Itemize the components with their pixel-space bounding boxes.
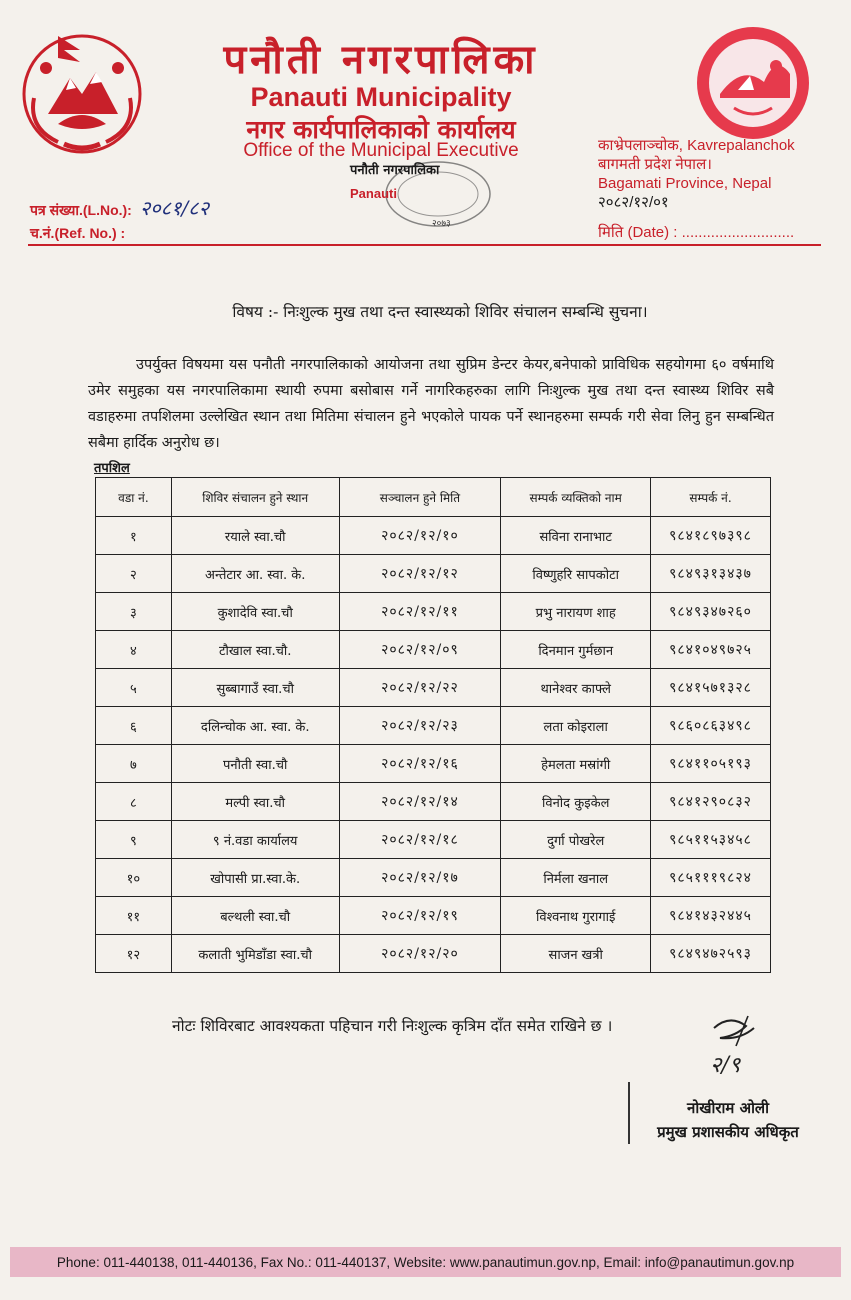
cell-date: २०८२/१२/१८ xyxy=(339,821,501,859)
letter-number-label: पत्र संख्या.(L.No.): xyxy=(30,202,132,218)
cell-contact-person: विष्णुहरि सापकोटा xyxy=(501,555,651,593)
cell-ward: ११ xyxy=(96,897,172,935)
cell-contact-person: थानेश्वर काफ्ले xyxy=(501,669,651,707)
table-row xyxy=(96,935,771,973)
header-date: सञ्चालन हुने मिति xyxy=(339,478,501,517)
cell-ward: ३ xyxy=(96,593,172,631)
address-province-english: Bagamati Province, Nepal xyxy=(598,175,772,192)
cell-contact-number: ९८४११०५१९३ xyxy=(651,745,771,783)
schedule-label: तपशिल xyxy=(94,461,130,476)
nepal-emblem-icon xyxy=(18,28,146,156)
cell-date: २०८२/१२/२० xyxy=(339,935,501,973)
stamp-subtext: Panauti xyxy=(350,186,397,201)
table-row xyxy=(96,897,771,935)
cell-date: २०८२/१२/१९ xyxy=(339,897,501,935)
cell-date: २०८२/१२/१२ xyxy=(339,555,501,593)
cell-location: खोपासी प्रा.स्वा.के. xyxy=(171,859,339,897)
cell-contact-person: विश्वनाथ गुरागाई xyxy=(501,897,651,935)
cell-ward: १२ xyxy=(96,935,172,973)
table-row xyxy=(96,707,771,745)
table-row xyxy=(96,631,771,669)
cell-contact-number: ९८५१११९८२४ xyxy=(651,859,771,897)
cell-contact-number: ९८४१०४९७२५ xyxy=(651,631,771,669)
reference-number-label: च.नं.(Ref. No.) : xyxy=(30,225,126,241)
cell-location: ९ नं.वडा कार्यालय xyxy=(171,821,339,859)
cell-date: २०८२/१२/११ xyxy=(339,593,501,631)
signer-name: नोखीराम ओली xyxy=(687,1099,769,1117)
table-row xyxy=(96,555,771,593)
cell-date: २०८२/१२/२२ xyxy=(339,669,501,707)
cell-contact-person: सविना रानाभाट xyxy=(501,517,651,555)
cell-ward: ५ xyxy=(96,669,172,707)
letter-number xyxy=(30,194,209,221)
stamp-year: २०७३ xyxy=(432,219,451,228)
header-ward: वडा नं. xyxy=(96,478,172,517)
signature xyxy=(700,1006,780,1086)
table-row xyxy=(96,517,771,555)
date-field: मिति (Date) : ........................... xyxy=(598,224,795,241)
cell-contact-person: प्रभु नारायण शाह xyxy=(501,593,651,631)
cell-ward: ९ xyxy=(96,821,172,859)
cell-date: २०८२/१२/०९ xyxy=(339,631,501,669)
camp-schedule-table xyxy=(95,477,771,973)
table-row xyxy=(96,669,771,707)
cell-location: कुशादेवि स्वा.चौ xyxy=(171,593,339,631)
subject-line: विषय :- निःशुल्क मुख तथा दन्त स्वास्थ्यको शिविर संचालन सम्बन्धि सुचना। xyxy=(232,303,648,321)
cell-date: २०८२/१२/२३ xyxy=(339,707,501,745)
cell-contact-number: ९८४१४३२४४५ xyxy=(651,897,771,935)
cell-contact-number: ९८४१८९७३९८ xyxy=(651,517,771,555)
handwritten-date: २०८२/१२/०१ xyxy=(598,194,669,211)
letterhead-divider xyxy=(28,244,821,246)
table-row xyxy=(96,821,771,859)
cell-ward: १ xyxy=(96,517,172,555)
cell-contact-number: ९८४१५७१३२८ xyxy=(651,669,771,707)
cell-ward: ६ xyxy=(96,707,172,745)
note-text: नोटः शिविरबाट आवश्यकता पहिचान गरी निःशुल्क कृत्रिम दाँत समेत राखिने छ । xyxy=(172,1017,613,1035)
cell-contact-person: लता कोइराला xyxy=(501,707,651,745)
header-contact-person: सम्पर्क व्यक्तिको नाम xyxy=(501,478,651,517)
footer-contact-band: Phone: 011-440138, 011-440136, Fax No.: 011-440137, Website: www.panautimun.gov.np, Email: info@panautimun.gov.np xyxy=(10,1247,841,1277)
cell-contact-person: हेमलता मस्रांगी xyxy=(501,745,651,783)
cell-contact-number: ९८६०८६३४९८ xyxy=(651,707,771,745)
cell-contact-person: विनोद कुइकेल xyxy=(501,783,651,821)
municipality-title-nepali: पनौती नगरपालिका xyxy=(223,36,539,83)
cell-ward: ८ xyxy=(96,783,172,821)
stamp-text: पनौती नगरपालिका xyxy=(350,163,440,178)
cell-location: अन्तेटार आ. स्वा. के. xyxy=(171,555,339,593)
table-row xyxy=(96,783,771,821)
signer-title: प्रमुख प्रशासकीय अधिकृत xyxy=(657,1123,799,1141)
cell-contact-person: दिनमान गुर्मछान xyxy=(501,631,651,669)
office-stamp xyxy=(346,158,494,228)
cell-date: २०८२/१२/१४ xyxy=(339,783,501,821)
address-district: काभ्रेपलाञ्चोक, Kavrepalanchok xyxy=(598,137,795,154)
cell-ward: ७ xyxy=(96,745,172,783)
cell-location: मल्पी स्वा.चौ xyxy=(171,783,339,821)
address-block xyxy=(598,136,838,212)
table-row xyxy=(96,593,771,631)
body-paragraph: उपर्युक्त विषयमा यस पनौती नगरपालिकाको आयोजना तथा सुप्रिम डेन्टर केयर,बनेपाको प्राविधिक सहयोगमा ६० वर्षमाथि उमेर समुहका यस नगरपालिकामा स्थायी रुपमा बसोबास गर्ने नागरिकहरुका लागि निःशुल्क मुख तथा दन्त स्वास्थ्य शिविर सबै वडाहरुमा तपशिलमा उल्लेखित स्थान तथा मितिमा संचालन हुने भएकोले पायक पर्ने स्थानहरुमा सम्पर्क गरी सेवा लिनु हुन सम्बन्धित सबैमा हार्दिक अनुरोध छ। xyxy=(88,357,774,451)
cell-ward: २ xyxy=(96,555,172,593)
signature-divider xyxy=(628,1082,630,1144)
municipality-title-english: Panauti Municipality xyxy=(250,82,512,112)
address-province-nepali: बागमती प्रदेश नेपाल। xyxy=(598,156,712,173)
table-row xyxy=(96,745,771,783)
cell-contact-number: ९८४१२९०८३२ xyxy=(651,783,771,821)
signature-mark: २/९ xyxy=(710,1053,741,1078)
cell-ward: १० xyxy=(96,859,172,897)
table-header-row xyxy=(96,478,771,517)
cell-ward: ४ xyxy=(96,631,172,669)
header-location: शिविर संचालन हुने स्थान xyxy=(171,478,339,517)
cell-contact-number: ९८४९४७२५९३ xyxy=(651,935,771,973)
cell-contact-number: ९८४९३१३४३७ xyxy=(651,555,771,593)
cell-location: कलाती भुमिडाँडा स्वा.चौ xyxy=(171,935,339,973)
cell-location: दलिन्चोक आ. स्वा. के. xyxy=(171,707,339,745)
cell-contact-person: निर्मला खनाल xyxy=(501,859,651,897)
cell-contact-number: ९८५११५३४५८ xyxy=(651,821,771,859)
cell-date: २०८२/१२/१० xyxy=(339,517,501,555)
office-title-nepali: नगर कार्यपालिकाको कार्यालय xyxy=(246,115,516,144)
cell-contact-person: साजन खत्री xyxy=(501,935,651,973)
cell-date: २०८२/१२/१७ xyxy=(339,859,501,897)
cell-contact-number: ९८४९३४७२६० xyxy=(651,593,771,631)
cell-location: पनौती स्वा.चौ xyxy=(171,745,339,783)
cell-date: २०८२/१२/१६ xyxy=(339,745,501,783)
municipal-seal-icon xyxy=(694,24,812,142)
cell-location: रयाले स्वा.चौ xyxy=(171,517,339,555)
cell-location: सुब्बागाउँ स्वा.चौ xyxy=(171,669,339,707)
cell-location: बल्थली स्वा.चौ xyxy=(171,897,339,935)
letter-number-value: २०८१/८२ xyxy=(139,196,209,220)
table-row xyxy=(96,859,771,897)
header-contact-number: सम्पर्क नं. xyxy=(651,478,771,517)
cell-location: टौखाल स्वा.चौ. xyxy=(171,631,339,669)
office-title-english: Office of the Municipal Executive xyxy=(243,140,519,161)
cell-contact-person: दुर्गा पोखरेल xyxy=(501,821,651,859)
